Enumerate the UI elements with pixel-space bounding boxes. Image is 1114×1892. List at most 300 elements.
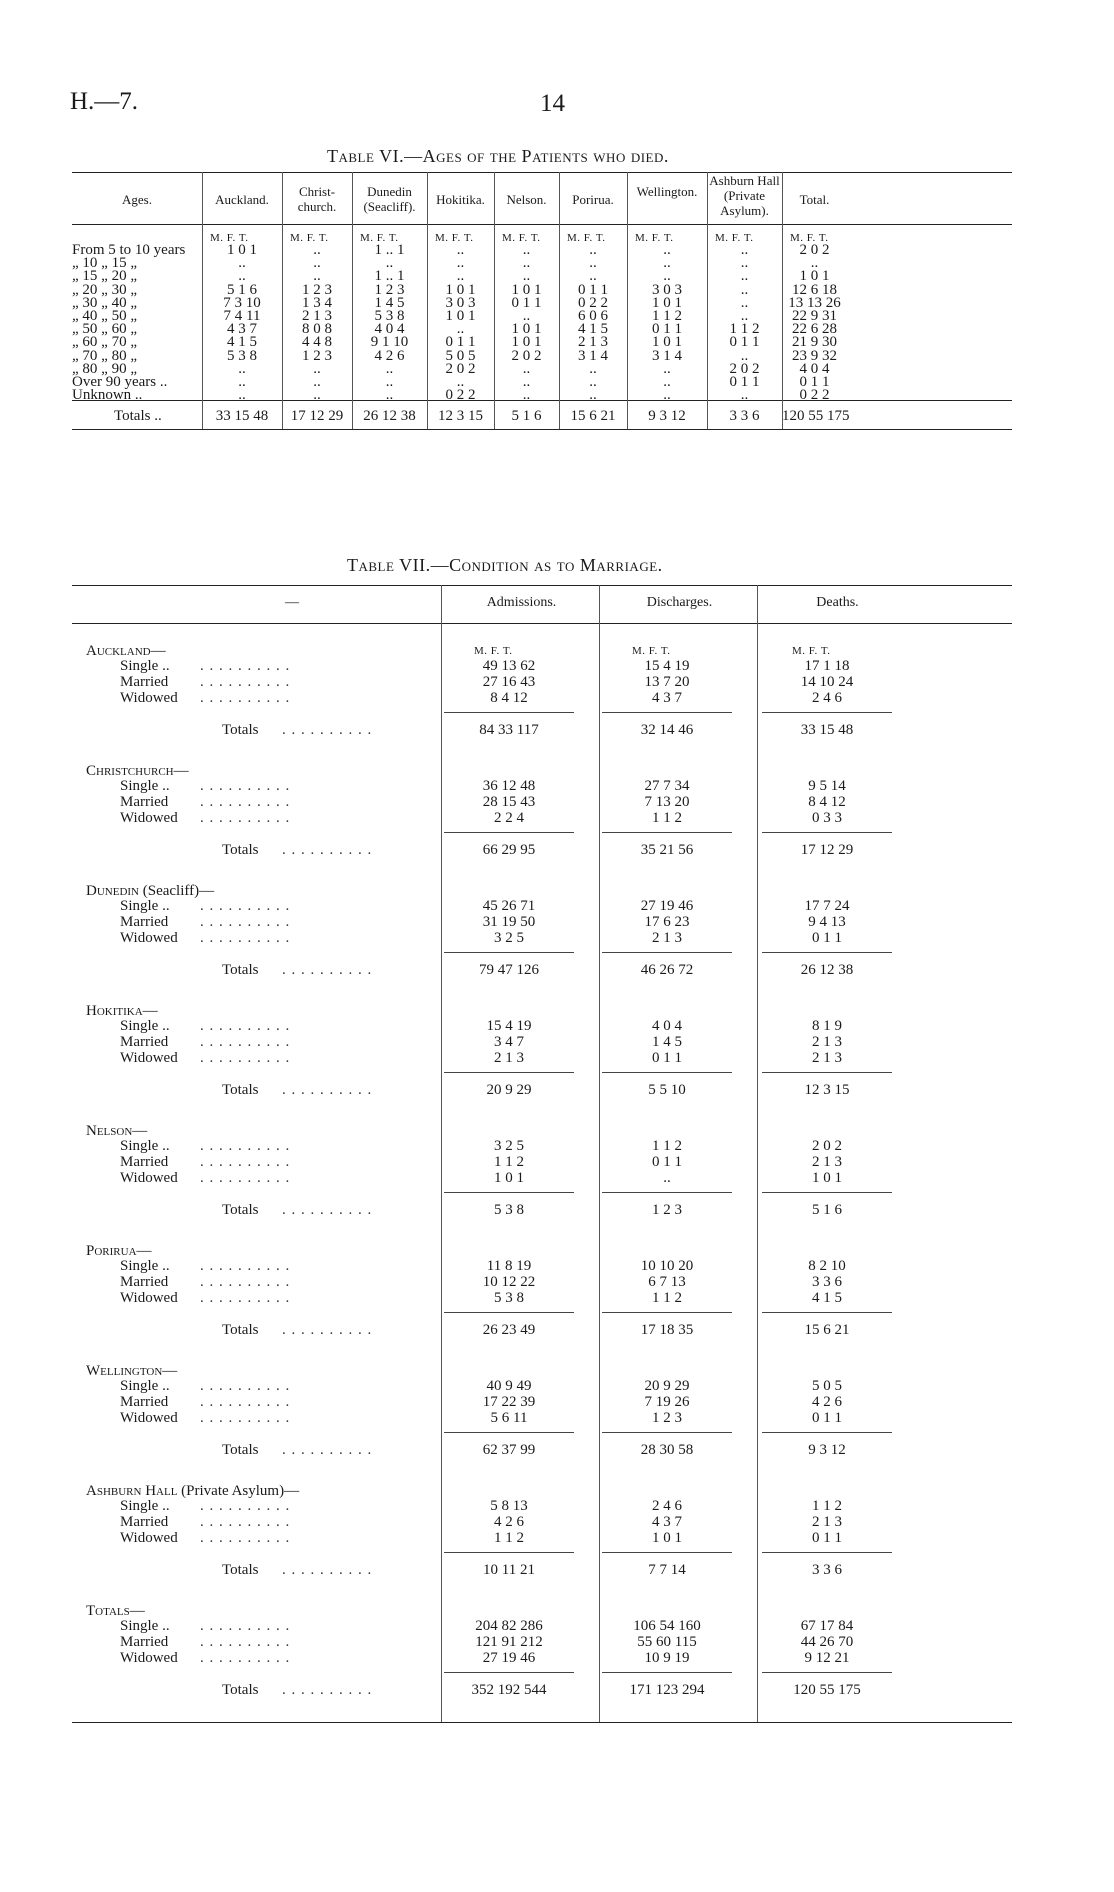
table7-leader-dots: . . . . . . . . . . <box>200 658 291 674</box>
table6-cell: 0 1 1 <box>578 281 608 298</box>
table6-cell: 0 1 1 <box>799 374 830 390</box>
table7-section-name: Wellington— <box>86 1363 178 1379</box>
table7-cell: 17 1 18 <box>804 658 850 674</box>
table6-ages-header: Ages. <box>122 192 152 207</box>
table7-totals-cell: 171 123 294 <box>629 1682 705 1698</box>
table6-cell: 1 0 1 <box>652 334 682 351</box>
table7-cell: 1 1 2 <box>652 810 682 826</box>
table7-bottom-rule <box>72 1722 1012 1723</box>
table6-cell: .. <box>740 387 749 404</box>
table6-cell: .. <box>589 360 597 377</box>
table6-cell: 0 2 2 <box>445 387 476 404</box>
table6-cell: 13 13 26 <box>788 294 841 311</box>
table7-cell: 0 1 1 <box>812 1530 842 1546</box>
table7-totals-leader: . . . . . . . . . . <box>282 1322 373 1338</box>
table6-cell: 5 3 8 <box>227 347 257 364</box>
table6-caption <box>327 146 669 167</box>
table6-cell: 1 0 1 <box>511 334 542 351</box>
table7-cell: 0 3 3 <box>812 810 842 826</box>
table7-cell: 1 1 2 <box>494 1530 524 1546</box>
table6-row-label: Over 90 years .. <box>72 374 168 390</box>
table7-cell: 5 3 8 <box>494 1290 524 1306</box>
table6-cell: .. <box>589 374 597 390</box>
table6-totals-cell: 33 15 48 <box>215 408 269 424</box>
table6-cell: 8 0 8 <box>302 321 332 338</box>
table6-totals-label: Totals .. <box>114 408 162 424</box>
table7-subtotal-rule <box>444 1432 574 1433</box>
table7-cell: 1 2 3 <box>652 1410 682 1426</box>
table6-cell: 4 0 4 <box>374 321 405 338</box>
table7-totals-leader: . . . . . . . . . . <box>282 842 373 858</box>
table7-cell: 6 7 13 <box>648 1274 686 1290</box>
table6-cell: 3 1 4 <box>578 347 608 364</box>
table7-cell: 2 4 6 <box>812 690 842 706</box>
table7-row-label: Widowed <box>120 1530 178 1546</box>
table7-cell: 2 0 2 <box>812 1138 842 1154</box>
table7-cell: 2 1 3 <box>652 930 682 946</box>
table6-cell: 2 0 2 <box>729 360 760 377</box>
table7-cell: 67 17 84 <box>800 1618 854 1634</box>
table6-cell: 0 1 1 <box>511 294 542 311</box>
table7-cell: 1 1 2 <box>652 1290 682 1306</box>
table7-cell: 3 2 5 <box>494 930 524 946</box>
table6-cell: .. <box>522 360 531 377</box>
table7-leader-dots: . . . . . . . . . . <box>200 1170 291 1186</box>
table7-cell: 1 1 2 <box>812 1498 842 1514</box>
table7-cell: 15 4 19 <box>644 658 690 674</box>
table7-leader-dots: . . . . . . . . . . <box>200 1018 291 1034</box>
table6-cell: 2 0 2 <box>511 347 542 364</box>
table7-cell: 1 1 2 <box>494 1154 524 1170</box>
table6-cell: 1 1 2 <box>652 308 682 324</box>
table7-mft-2: M. F. T. <box>792 645 831 657</box>
table7-cell: 1 1 2 <box>652 1138 682 1154</box>
table7-totals-cell: 7 7 14 <box>648 1562 686 1578</box>
table6-totals-cell: 3 3 6 <box>729 408 760 424</box>
table7-totals-label: Totals <box>222 1202 259 1218</box>
table7-cell: 204 82 286 <box>475 1618 543 1634</box>
table7-cell: 1 0 1 <box>652 1530 682 1546</box>
table6-cell: 0 1 1 <box>652 321 682 338</box>
table6-cell: .. <box>456 268 465 285</box>
table7-subtotal-rule <box>602 1192 732 1193</box>
table6-cell: .. <box>589 387 597 404</box>
table6-row-label: „ 20 „ 30 „ <box>72 281 137 298</box>
table6-cell: .. <box>238 360 246 377</box>
table6-cell: .. <box>663 255 671 272</box>
table6-row-label: Unknown .. <box>72 387 143 404</box>
table6-cell: 1 2 3 <box>302 347 332 364</box>
table7-subtotal-rule <box>444 712 574 713</box>
table7-cell: 15 4 19 <box>486 1018 532 1034</box>
table6-cell: .. <box>456 374 465 390</box>
table7-totals-cell: 32 14 46 <box>640 722 694 738</box>
table7-totals-leader: . . . . . . . . . . <box>282 962 373 978</box>
table7-row-label: Single .. <box>120 1618 170 1634</box>
table6-cell: 5 1 6 <box>227 281 257 298</box>
table7-leader-dots: . . . . . . . . . . <box>200 1378 291 1394</box>
table7-row-label: Single .. <box>120 1138 170 1154</box>
table7-column-divider <box>441 585 442 1722</box>
table7-row-label: Single .. <box>120 1018 170 1034</box>
table6-totals-cell: 9 3 12 <box>648 408 686 424</box>
table7-subtotal-rule <box>762 1192 892 1193</box>
table7-leader-dots: . . . . . . . . . . <box>200 810 291 826</box>
table7-row-label: Married <box>120 1394 169 1410</box>
table7-leader-dots: . . . . . . . . . . <box>200 1650 291 1666</box>
table6-cell: .. <box>740 308 749 324</box>
table7-leader-dots: . . . . . . . . . . <box>200 1634 291 1650</box>
table7-cell: 4 2 6 <box>812 1394 842 1410</box>
table7-cell: 55 60 115 <box>637 1634 697 1650</box>
table6-totals-cell: 17 12 29 <box>290 408 344 424</box>
table6-cell: .. <box>456 321 465 338</box>
table7-cell: 5 6 11 <box>490 1410 528 1426</box>
table7-cell: 28 15 43 <box>482 794 536 810</box>
table7-totals-cell: 33 15 48 <box>800 722 854 738</box>
table7-section-name: Totals— <box>86 1603 145 1619</box>
table6-header-7: Ashburn Hall (Private Asylum). <box>709 173 780 218</box>
table6-cell: 2 1 3 <box>578 334 608 351</box>
table6-cell: .. <box>740 347 749 364</box>
table7-leader-dots: . . . . . . . . . . <box>200 794 291 810</box>
table6-mft-2: M. F. T. <box>360 232 399 244</box>
table6-cell: .. <box>522 374 531 390</box>
table7-cell: 14 10 24 <box>800 674 854 690</box>
table7-cell: 2 1 3 <box>812 1050 842 1066</box>
table7-cell: 10 10 20 <box>640 1258 694 1274</box>
table7-row-label: Married <box>120 794 169 810</box>
table6-cell: 4 4 8 <box>302 334 332 351</box>
table6-cell: .. <box>522 255 531 272</box>
table7-totals-label: Totals <box>222 1322 259 1338</box>
table7-subtotal-rule <box>444 1312 574 1313</box>
table7-leader-dots: . . . . . . . . . . <box>200 1498 291 1514</box>
table7-cell: 17 22 39 <box>482 1394 536 1410</box>
page-reference: H.—7. <box>70 88 139 115</box>
table7-totals-cell: 66 29 95 <box>482 842 536 858</box>
table7-header-1: Discharges. <box>646 595 713 610</box>
table7-row-label: Widowed <box>120 1650 178 1666</box>
table6-cell: 6 0 6 <box>578 308 608 324</box>
table6-cell: 0 2 2 <box>578 294 608 311</box>
table7-leader-dots: . . . . . . . . . . <box>200 1410 291 1426</box>
table6-cell: .. <box>385 360 394 377</box>
table6-cell: 3 1 4 <box>652 347 682 364</box>
table6-cell: 0 1 1 <box>729 334 760 351</box>
table7-totals-leader: . . . . . . . . . . <box>282 1202 373 1218</box>
table7-cell: 17 7 24 <box>804 898 850 914</box>
table7-cell: 49 13 62 <box>482 658 536 674</box>
table7-totals-cell: 79 47 126 <box>479 962 539 978</box>
table6-cell: .. <box>663 374 671 390</box>
table7-totals-label: Totals <box>222 962 259 978</box>
table7-cell: 13 7 20 <box>644 674 690 690</box>
table6-cell: .. <box>385 387 394 404</box>
table6-cell: .. <box>810 255 819 272</box>
table7-totals-cell: 35 21 56 <box>640 842 694 858</box>
table7-column-divider <box>757 585 758 1722</box>
table6-cell: .. <box>313 255 321 272</box>
table6-cell: .. <box>663 387 671 404</box>
table6-cell: .. <box>740 242 749 258</box>
table7-cell: 1 0 1 <box>494 1170 524 1186</box>
table7-leader-dots: . . . . . . . . . . <box>200 1530 291 1546</box>
table6-cell: .. <box>589 242 597 258</box>
table6-cell: .. <box>740 281 749 298</box>
table6-mft-6: M. F. T. <box>635 232 674 244</box>
table7-row-label: Married <box>120 1034 169 1050</box>
table7-subtotal-rule <box>602 1072 732 1073</box>
table6-cell: 1 .. 1 <box>374 268 405 285</box>
table6-cell: .. <box>589 255 597 272</box>
table7-cell: 1 0 1 <box>812 1170 842 1186</box>
table6-totals-cell: 26 12 38 <box>363 408 416 424</box>
table7-subtotal-rule <box>444 952 574 953</box>
table7-cell: 4 0 4 <box>652 1018 682 1034</box>
table6-mft-5: M. F. T. <box>567 232 606 244</box>
table7-totals-cell: 26 12 38 <box>800 962 854 978</box>
table7-row-label: Widowed <box>120 930 178 946</box>
table7-row-label: Married <box>120 1514 169 1530</box>
table7-subtotal-rule <box>602 952 732 953</box>
table7-row-label: Widowed <box>120 1050 178 1066</box>
table7-caption-text: —Condition as to Marriage. <box>430 555 663 575</box>
table7-totals-cell: 28 30 58 <box>640 1442 694 1458</box>
table7-subtotal-rule <box>762 1672 892 1673</box>
table6-row-label: „ 60 „ 70 „ <box>72 334 137 351</box>
table7-header-2: Deaths. <box>816 595 859 610</box>
table6-cell: .. <box>313 360 321 377</box>
table6-header-rule <box>72 224 1012 225</box>
table7-cell: 7 13 20 <box>644 794 690 810</box>
table7-leader-dots: . . . . . . . . . . <box>200 1618 291 1634</box>
table6-cell: 1 0 1 <box>799 268 830 285</box>
table6-cell: .. <box>456 255 465 272</box>
table7-row-label: Widowed <box>120 690 178 706</box>
table7-leader-dots: . . . . . . . . . . <box>200 1050 291 1066</box>
table7-header-rule <box>72 623 1012 624</box>
table7-totals-cell: 17 12 29 <box>800 842 854 858</box>
table6-row-label: „ 50 „ 60 „ <box>72 321 137 338</box>
table7-subtotal-rule <box>762 712 892 713</box>
table6-caption-text: —Ages of the Patients who died. <box>404 146 669 166</box>
table7-cell: 2 4 6 <box>652 1498 682 1514</box>
table7-cell: 1 4 5 <box>652 1034 682 1050</box>
table7-subtotal-rule <box>762 1432 892 1433</box>
table7-cell: 36 12 48 <box>482 778 536 794</box>
table6-header-0: Auckland. <box>215 192 269 207</box>
table7-cell: 8 4 12 <box>490 690 528 706</box>
table7-cell: 2 1 3 <box>812 1154 842 1170</box>
table7-totals-leader: . . . . . . . . . . <box>282 722 373 738</box>
table6-cell: 23 9 32 <box>792 347 837 364</box>
table7-leader-dots: . . . . . . . . . . <box>200 930 291 946</box>
table7-section-name: Auckland— <box>86 643 166 659</box>
table6-cell: 5 0 5 <box>445 347 476 364</box>
table6-cell: .. <box>313 242 321 258</box>
table7-totals-leader: . . . . . . . . . . <box>282 1682 373 1698</box>
table6-header-8: Total. <box>799 192 830 207</box>
table6-header-3: Hokitika. <box>436 192 485 207</box>
table7-totals-cell: 17 18 35 <box>640 1322 694 1338</box>
table7-totals-leader: . . . . . . . . . . <box>282 1442 373 1458</box>
table6-totals-cell: 120 55 175 <box>782 408 850 424</box>
table7-subtotal-rule <box>602 1432 732 1433</box>
table7-row-label: Single .. <box>120 1258 170 1274</box>
page-number: 14 <box>540 90 565 117</box>
table6-row-label: „ 70 „ 80 „ <box>72 347 137 364</box>
table7-totals-label: Totals <box>222 1082 259 1098</box>
table7-subtotal-rule <box>444 1192 574 1193</box>
table7-subtotal-rule <box>762 1312 892 1313</box>
table7-totals-label: Totals <box>222 1682 259 1698</box>
table7-totals-cell: 9 3 12 <box>808 1442 846 1458</box>
table7-section-suffix: (Seacliff)— <box>139 883 215 899</box>
table7-totals-leader: . . . . . . . . . . <box>282 1562 373 1578</box>
table7-cell: 8 2 10 <box>808 1258 846 1274</box>
table7-row-label: Widowed <box>120 1410 178 1426</box>
table6-header-1: Christ-church. <box>297 184 337 214</box>
table7-row-label: Single .. <box>120 898 170 914</box>
table7-row-label: Single .. <box>120 1498 170 1514</box>
table6-row-label: „ 10 „ 15 „ <box>72 255 137 272</box>
table6-row-label: From 5 to 10 years <box>72 242 186 258</box>
table6-cell: 2 0 2 <box>799 242 830 258</box>
table7-row-label: Widowed <box>120 810 178 826</box>
table6-mft-4: M. F. T. <box>502 232 541 244</box>
table6-mft-3: M. F. T. <box>435 232 474 244</box>
table6-cell: .. <box>740 268 749 285</box>
table6-totals-cell: 12 3 15 <box>438 408 483 424</box>
table7-row-label: Widowed <box>120 1290 178 1306</box>
table7-cell: 0 1 1 <box>652 1154 682 1170</box>
table7-leader-dots: . . . . . . . . . . <box>200 1290 291 1306</box>
table6-cell: .. <box>385 255 394 272</box>
table7-totals-cell: 5 5 10 <box>648 1082 686 1098</box>
table7-cell: 45 26 71 <box>482 898 536 914</box>
table6-mft-8: M. F. T. <box>790 232 829 244</box>
table7-cell: 9 4 13 <box>808 914 846 930</box>
table7-caption-label: Table VII. <box>347 555 431 575</box>
table7-cell: 27 19 46 <box>640 898 694 914</box>
table7-totals-cell: 12 3 15 <box>804 1082 850 1098</box>
table6-header-2: Dunedin (Seacliff). <box>363 184 416 214</box>
table7-section-name: Hokitika— <box>86 1003 158 1019</box>
table7-row-label: Married <box>120 1274 169 1290</box>
table6-cell: 4 2 6 <box>374 347 405 364</box>
table6-cell: 1 0 1 <box>227 242 257 258</box>
table6-cell: 2 0 2 <box>445 360 476 377</box>
table6-cell: 7 3 10 <box>223 294 261 311</box>
table7-totals-cell: 84 33 117 <box>479 722 539 738</box>
table7-cell: 2 1 3 <box>812 1034 842 1050</box>
table6-cell: 1 0 1 <box>511 321 542 338</box>
table6-cell: .. <box>740 255 749 272</box>
table7-header-0: Admissions. <box>486 595 557 610</box>
table7-cell: 8 4 12 <box>808 794 846 810</box>
table6-mft-1: M. F. T. <box>290 232 329 244</box>
table6-cell: 5 3 8 <box>374 308 405 324</box>
table7-leader-dots: . . . . . . . . . . <box>200 1394 291 1410</box>
table6-cell: 21 9 30 <box>792 334 837 351</box>
table7-cell: 7 19 26 <box>644 1394 690 1410</box>
table7-subtotal-rule <box>602 832 732 833</box>
table7-mft-0: M. F. T. <box>474 645 513 657</box>
table7-subtotal-rule <box>602 712 732 713</box>
table7-totals-label: Totals <box>222 722 259 738</box>
table7-totals-cell: 120 55 175 <box>793 1682 861 1698</box>
table7-row-label: Married <box>120 914 169 930</box>
table6-cell: .. <box>238 374 246 390</box>
table7-row-label: Married <box>120 1634 169 1650</box>
table6-cell: 1 0 1 <box>511 281 542 298</box>
table7-cell: 17 6 23 <box>644 914 690 930</box>
table7-cell: 0 1 1 <box>812 1410 842 1426</box>
table6-header-5: Porirua. <box>572 192 614 207</box>
table7-section-name: Nelson— <box>86 1123 148 1139</box>
table7-cell: 121 91 212 <box>475 1634 543 1650</box>
table6-cell: 0 2 2 <box>799 387 830 404</box>
table6-cell: 1 0 1 <box>445 281 476 298</box>
table7-row-label: Single .. <box>120 658 170 674</box>
table6-cell: 1 0 1 <box>652 294 682 311</box>
table6-cell: .. <box>522 308 531 324</box>
table6-cell: 9 1 10 <box>370 334 409 351</box>
table6-cell: 4 3 7 <box>227 321 257 338</box>
table6-mft-0: M. F. T. <box>210 232 249 244</box>
table6-cell: 0 1 1 <box>729 374 760 390</box>
table7-leader-dots: . . . . . . . . . . <box>200 1274 291 1290</box>
table7-totals-leader: . . . . . . . . . . <box>282 1082 373 1098</box>
table7-subtotal-rule <box>762 952 892 953</box>
table7-cell: 10 12 22 <box>482 1274 536 1290</box>
table7-leader-dots: . . . . . . . . . . <box>200 674 291 690</box>
table7-subtotal-rule <box>762 1552 892 1553</box>
table7-totals-cell: 352 192 544 <box>471 1682 547 1698</box>
table7-row-label: Married <box>120 674 169 690</box>
table6-row-label: „ 40 „ 50 „ <box>72 308 137 324</box>
table7-cell: 31 19 50 <box>482 914 536 930</box>
table7-blank-header: — <box>285 595 299 610</box>
table6-header-4: Nelson. <box>506 192 547 207</box>
table7-cell: 8 1 9 <box>812 1018 842 1034</box>
table6-mft-7: M. F. T. <box>715 232 754 244</box>
table7-totals-cell: 5 3 8 <box>494 1202 524 1218</box>
table6-header-6: Wellington. <box>636 184 698 199</box>
table7-cell: 9 5 14 <box>808 778 846 794</box>
table7-cell: 4 3 7 <box>652 1514 682 1530</box>
table7-row-label: Married <box>120 1154 169 1170</box>
table6-cell: 2 1 3 <box>302 308 332 324</box>
table6-bottom-rule <box>72 429 1012 430</box>
table7-totals-cell: 3 3 6 <box>812 1562 842 1578</box>
table6-cell: .. <box>740 294 749 311</box>
table7-leader-dots: . . . . . . . . . . <box>200 1258 291 1274</box>
table6-totals-cell: 15 6 21 <box>570 408 616 424</box>
table7-cell: 3 4 7 <box>494 1034 524 1050</box>
table7-section-suffix: (Private Asylum)— <box>177 1483 300 1499</box>
table6-cell: 12 6 18 <box>792 281 837 298</box>
table6-cell: .. <box>238 387 246 404</box>
table7-cell: 0 1 1 <box>652 1050 682 1066</box>
table6-cell: .. <box>238 255 246 272</box>
table6-cell: .. <box>456 242 465 258</box>
table7-totals-cell: 26 23 49 <box>482 1322 536 1338</box>
table7-cell: 10 9 19 <box>644 1650 690 1666</box>
table6-cell: .. <box>313 387 321 404</box>
table7-caption <box>347 555 663 576</box>
